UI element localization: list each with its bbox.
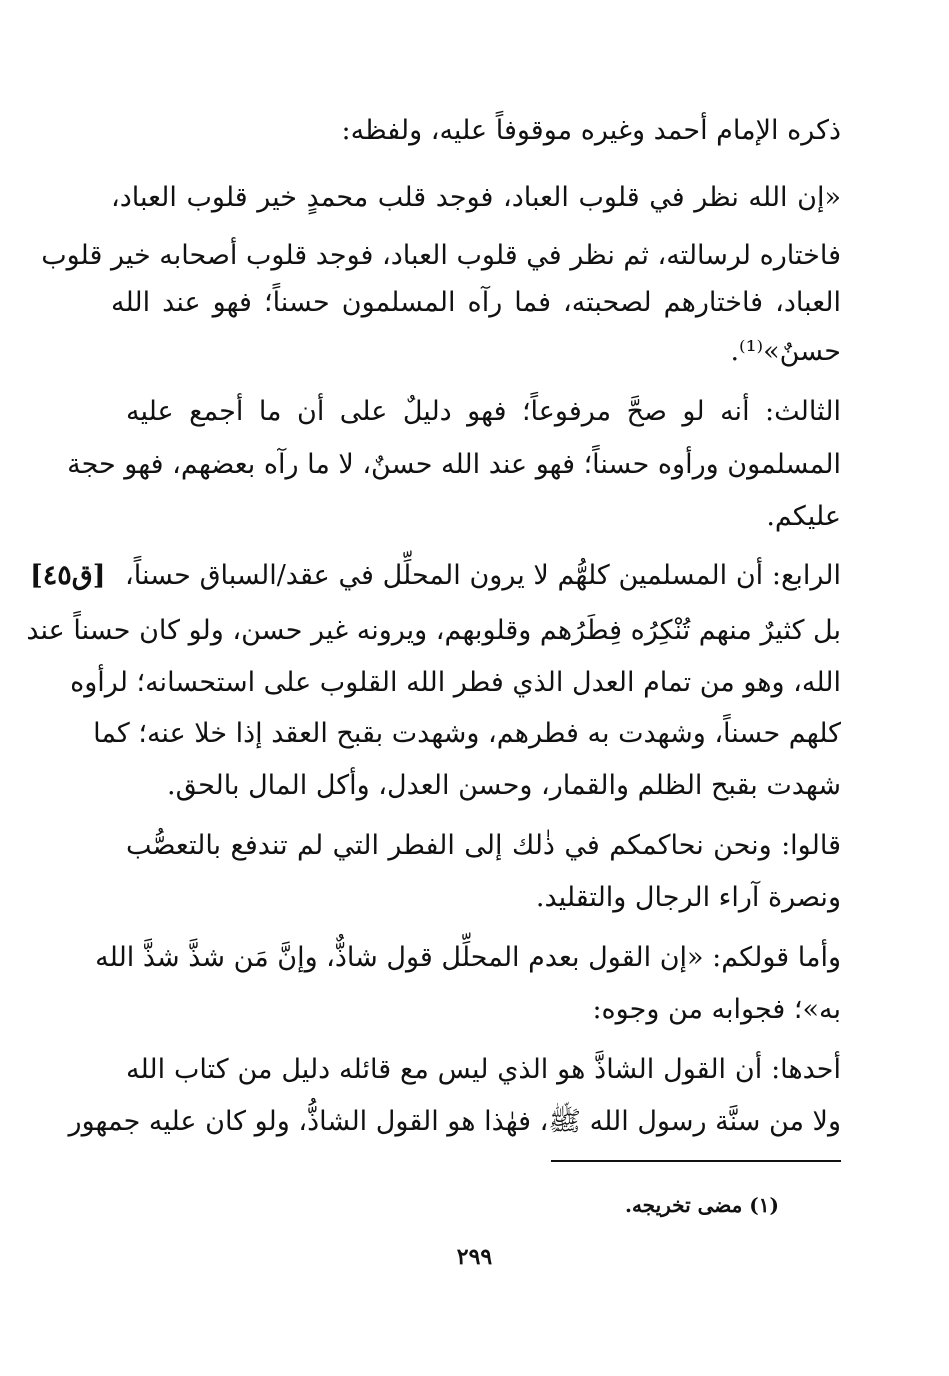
text-line: العباد، فاختارهم لصحبته، فما رآه المسلمون حسناً؛ فهو عند الله: [111, 287, 841, 318]
page-number: ٢٩٩: [456, 1244, 493, 1270]
footnote-separator: [551, 1160, 841, 1162]
text-line: كلهم حسناً، وشهدت به فطرهم، وشهدت بقبح العقد إذا خلا عنه؛ كما: [93, 718, 841, 749]
text-line: بل كثيرٌ منهم تُنْكِرُه فِطَرُهم وقلوبهم، ويرونه غير حسن، ولو كان حسناً عند: [26, 615, 841, 646]
text-line: ذكره الإمام أحمد وغيره موقوفاً عليه، ولفظه:: [341, 115, 841, 146]
text-line: أحدها: أن القول الشاذَّ هو الذي ليس مع قائله دليل من كتاب الله: [126, 1054, 841, 1085]
text-line: شهدت بقبح الظلم والقمار، وحسن العدل، وأكل المال بالحق.: [166, 770, 841, 801]
text-line: «إن الله نظر في قلوب العباد، فوجد قلب محمدٍ خير قلوب العباد،: [111, 182, 841, 213]
text-line: فاختاره لرسالته، ثم نظر في قلوب العباد، فوجد قلوب أصحابه خير قلوب: [41, 240, 841, 271]
text-line: الثالث: أنه لو صحَّ مرفوعاً؛ فهو دليلٌ على أن ما أجمع عليه: [126, 396, 841, 427]
text-line: الله، وهو من تمام العدل الذي فطر الله القلوب على استحسانه؛ لرأوه: [70, 667, 841, 698]
text-line: به»؛ فجوابه من وجوه:: [592, 994, 841, 1025]
text-line: وأما قولكم: «إن القول بعدم المحلِّل قول شاذٌّ، وإنَّ مَن شذَّ شذَّ الله: [95, 942, 841, 973]
footnote: (١) مضى تخريجه.: [624, 1193, 779, 1217]
text-line: قالوا: ونحن نحاكمكم في ذٰلك إلى الفطر التي لم تندفع بالتعصُّب: [126, 830, 841, 861]
text-line: حسنٌ»⁽¹⁾.: [730, 336, 841, 367]
text-line: ولا من سنَّة رسول الله ﷺ، فهٰذا هو القول الشاذُّ، ولو كان عليه جمهور: [68, 1106, 841, 1137]
manuscript-folio-marker: [ق٤٥]: [30, 560, 106, 591]
text-line: الرابع: أن المسلمين كلهُّم لا يرون المحلِّل في عقد/السباق حسناً،: [125, 560, 841, 591]
text-line: عليكم.: [766, 501, 841, 532]
text-line: ونصرة آراء الرجال والتقليد.: [535, 882, 841, 913]
text-line: المسلمون ورأوه حسناً؛ فهو عند الله حسنٌ، لا ما رآه بعضهم، فهو حجة: [67, 449, 841, 480]
